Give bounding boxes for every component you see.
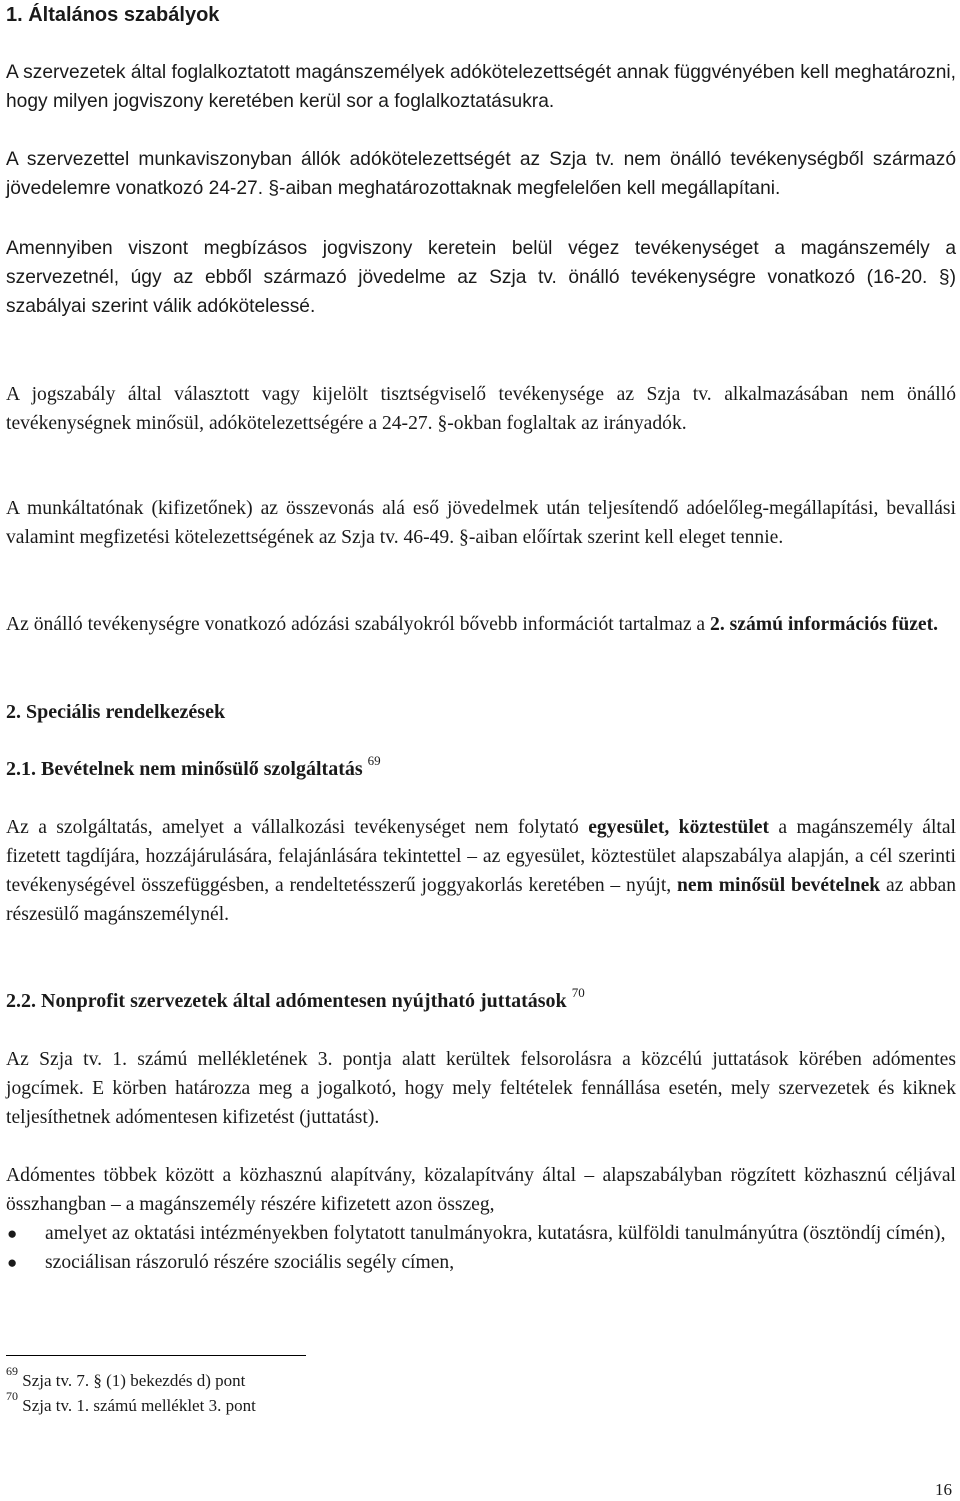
sub1-bold-not-income: nem minősül bevételnek xyxy=(677,875,881,896)
footnote-ref-69: 69 xyxy=(367,753,381,769)
section-1-paragraph-5: A munkáltatónak (kifizetőnek) az összevonás alá eső jövedelmek után teljesítendő adóelőleg-megállapítási, bevallási valamint megfizetési kötelezettségének az Szja tv. 46-49. §-aiban előírtak szerint kell eleget tennie. xyxy=(6,498,956,548)
section-2-heading: 2. Speciális rendelkezések xyxy=(6,701,226,723)
subsection-2-1-heading xyxy=(6,755,956,784)
sub1-text-e: az abban részesülő magánszemélynél. xyxy=(6,875,956,925)
section-1-paragraph-3: Amennyiben viszont megbízásos jogviszony keretein belül végez tevékenységet a magánszemély a szervezetnél, úgy az ebből származó jövedelme az Szja tv. önálló tevékenységre vonatkozó (16-20. §) szabályai szerint válik adókötelessé. xyxy=(6,238,956,317)
section-1-paragraph-6 xyxy=(6,610,956,639)
subsection-2-2-heading xyxy=(6,987,956,1016)
subsection-2-2-paragraph-2: Adómentes többek között a közhasznú alapítvány, közalapítvány által – alapszabályban rögzített közhasznú céljával összhangban – a magánszemély részére kifizetett azon összeg, xyxy=(6,1165,956,1215)
footnote-69 xyxy=(6,1364,246,1392)
bullet-icon: ● xyxy=(7,1224,18,1243)
list-item-text: amelyet az oktatási intézményekben folytatott tanulmányokra, kutatásra, külföldi tanulmányútra (ösztöndíj címén), xyxy=(45,1223,946,1244)
footnote-number: 69 xyxy=(6,1364,18,1379)
footnote-text: Szja tv. 7. § (1) bekezdés d) pont xyxy=(22,1371,246,1390)
list-item xyxy=(6,1219,956,1248)
footnote-ref-70: 70 xyxy=(571,985,585,1001)
information-booklet-reference: 2. számú információs füzet. xyxy=(710,614,939,635)
subsection-2-2-title: 2.2. Nonprofit szervezetek által adómentesen nyújtható juttatások xyxy=(6,990,567,1012)
footnote-number: 70 xyxy=(6,1389,18,1404)
footnote-separator xyxy=(6,1355,306,1356)
subsection-2-1-paragraph xyxy=(6,813,956,929)
bullet-icon: ● xyxy=(7,1253,18,1272)
list-item xyxy=(6,1248,956,1277)
list-item-text: szociálisan rászoruló részére szociális segély címen, xyxy=(45,1252,455,1273)
section-1-heading: 1. Általános szabályok xyxy=(6,4,220,26)
section-1-paragraph-2: A szervezettel munkaviszonyban állók adókötelezettségét az Szja tv. nem önálló tevékenységből származó jövedelemre vonatkozó 24-27. §-aiban meghatározottaknak megfelelően kell megállapítani. xyxy=(6,149,956,199)
paragraph-6-text: Az önálló tevékenységre vonatkozó adózási szabályokról bővebb információt tartalmaz a xyxy=(6,614,711,635)
page-number: 16 xyxy=(935,1480,952,1499)
sub1-text-a: Az a szolgáltatás, amelyet a vállalkozási tevékenységet nem folytató xyxy=(6,817,589,838)
footnote-70 xyxy=(6,1389,256,1417)
footnote-text: Szja tv. 1. számú melléklet 3. pont xyxy=(22,1396,256,1415)
tax-exempt-list xyxy=(6,1219,956,1277)
section-1-paragraph-4: A jogszabály által választott vagy kijelölt tisztségviselő tevékenysége az Szja tv. alkalmazásában nem önálló tevékenységnek minősül, adókötelezettségére a 24-27. §-okban foglaltak az irányadók. xyxy=(6,384,956,434)
sub1-text-c: a magánszemély által fizetett tagdíjára, hozzájárulására, felajánlására tekintettel – az egyesület, köztestület alapszabálya alapján, a cél szerinti tevékenységével összefüggésben, a rendeltetésszerű joggyakorlás keretében – nyújt, xyxy=(6,817,956,896)
sub1-bold-entity: egyesület, köztestület xyxy=(588,817,769,838)
section-1-paragraph-1: A szervezetek által foglalkoztatott magánszemélyek adókötelezettségét annak függvényében kell meghatározni, hogy milyen jogviszony keretében kerül sor a foglalkoztatásukra. xyxy=(6,62,956,112)
subsection-2-1-title: 2.1. Bevételnek nem minősülő szolgáltatás xyxy=(6,758,363,780)
subsection-2-2-paragraph-1: Az Szja tv. 1. számú mellékletének 3. pontja alatt kerültek felsorolásra a közcélú juttatások körében adómentes jogcímek. E körben határozza meg a jogalkotó, hogy mely feltételek fennállása esetén, mely szervezetek és kiknek teljesíthetnek adómentesen kifizetést (juttatást). xyxy=(6,1049,956,1128)
